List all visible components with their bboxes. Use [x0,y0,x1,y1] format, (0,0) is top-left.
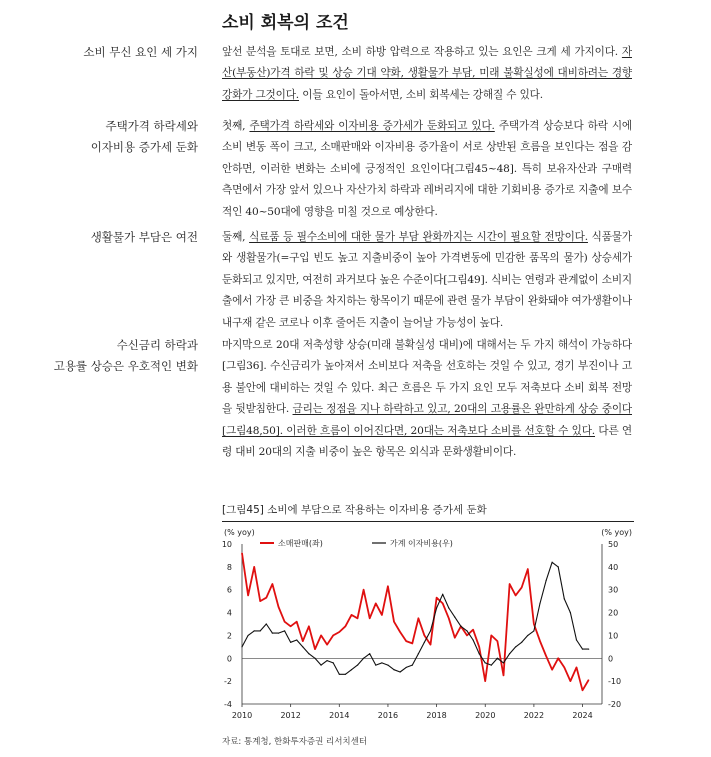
side-heading [8,42,198,63]
data-point [339,674,340,675]
right-axis-unit: (% yoy) [601,528,632,537]
data-point [430,630,431,631]
data-point [491,665,492,666]
data-point [472,629,473,630]
data-point [284,621,285,622]
data-point [539,603,540,604]
x-tick-label: 2024 [572,711,593,720]
left-tick-label: 4 [226,608,232,618]
data-point [442,594,443,595]
data-point [539,641,540,642]
data-point [406,641,407,642]
data-point [345,674,346,675]
paragraph-text: 다른 연령 대비 20대의 지출 비중이 높은 항목은 외식과 문화생활비이다. [222,424,632,459]
data-point [479,653,480,654]
data-point [290,626,291,627]
data-point [558,658,559,659]
side-heading-line: 고용률 상승은 우호적인 변화 [53,359,198,373]
data-point [272,633,273,634]
section-heading: 소비 회복의 조건 [222,13,349,33]
data-point [363,589,364,590]
data-point [503,662,504,663]
data-point [545,580,546,581]
data-point [381,614,382,615]
data-point [327,660,328,661]
x-tick-label: 2012 [280,711,301,720]
data-point [351,614,352,615]
body-paragraph [222,116,632,223]
data-point [351,669,352,670]
left-tick-label: 10 [222,540,232,549]
data-point [521,587,522,588]
data-point [302,641,303,642]
data-point [400,631,401,632]
right-tick-label: 10 [608,631,619,641]
data-point [308,653,309,654]
data-point [442,603,443,604]
x-tick-label: 2018 [426,711,447,720]
data-point [254,566,255,567]
data-point [418,653,419,654]
paragraph-text: 앞선 분석을 토대로 보면, 소비 하방 압력으로 작용하고 있는 요인은 크게 세 가지이다. [222,46,622,58]
figure-title: [그림45] 소비에 부담으로 작용하는 이자비용 증가세 둔화 [222,502,634,522]
data-point [247,635,248,636]
left-tick-label: 0 [226,654,232,664]
body-paragraph [222,227,632,334]
data-point [290,642,291,643]
data-point [552,562,553,563]
data-point [552,669,553,670]
data-point [308,626,309,627]
body-paragraph [222,42,632,106]
left-tick-label: 6 [226,585,232,595]
data-point [278,606,279,607]
data-point [345,626,346,627]
data-point [527,635,528,636]
left-tick-label: 8 [226,562,232,572]
data-point [241,646,242,647]
data-point [387,665,388,666]
right-tick-label: -20 [608,700,622,709]
x-tick-label: 2020 [475,711,496,720]
data-point [357,618,358,619]
data-point [582,649,583,650]
line-chart [222,522,634,732]
data-point [333,635,334,636]
data-point [266,623,267,624]
data-point [375,665,376,666]
data-point [400,671,401,672]
data-point [357,665,358,666]
paragraph-text: 마지막으로 20대 저축성향 상승(미래 불확실성 대비)에 대해서는 두 가지 해석이 가능하다[그림36]. 수신금리가 높아져서 소비보다 저축을 선호하는 것일 수 있고, 경기 부진이나 고용 불안에 대비하는 것일 수 있다. 최근 흐름은 두 가지 요인 모두 저축보다 소비 회복 전망을 뒷받침한다. [222,339,632,416]
data-point [448,618,449,619]
data-point [314,658,315,659]
data-point [266,597,267,598]
data-point [424,642,425,643]
data-point [564,598,565,599]
underlined-text: 주택가격 하락세와 이자비용 증가세가 둔화되고 있다. [249,120,495,132]
data-point [436,607,437,608]
data-point [296,639,297,640]
data-point [533,623,534,624]
data-point [320,665,321,666]
data-point [515,595,516,596]
data-point [570,612,571,613]
x-tick-label: 2014 [329,711,350,720]
data-point [533,630,534,631]
left-tick-label: -2 [224,677,232,687]
data-point [545,655,546,656]
data-point [406,667,407,668]
data-point [375,603,376,604]
data-point [491,635,492,636]
data-point [327,644,328,645]
data-point [272,583,273,584]
data-point [509,583,510,584]
data-point [497,658,498,659]
data-point [570,681,571,682]
data-point [241,553,242,554]
data-point [576,667,577,668]
data-point [503,675,504,676]
data-point [436,597,437,598]
data-point [466,635,467,636]
side-heading-line: 소비 무신 요인 세 가지 [83,45,198,59]
legend-label: 소매판매(좌) [278,539,323,548]
x-tick-label: 2022 [523,711,545,720]
data-point [588,649,589,650]
paragraph-text: 주택가격 상승보다 하락 시에 소비 변동 폭이 크고, 소매판매와 이자비용 증가율이 서로 상반된 흐름을 보인다는 점을 감안하면, 이러한 변화는 소비에 긍정적인 요인이다[그림45~48]. 특히 보유자산과 구매력 측면에서 가장 앞서 있으나 자산가치 하락과 레버리지에 대한 기회비용 증가로 지출에 보수적인 40~50대에 영향을 미칠 것으로 예상한다. [222,120,632,218]
data-point [381,662,382,663]
data-point [466,630,467,631]
data-point [588,679,589,680]
right-tick-label: 0 [608,654,614,664]
data-point [497,641,498,642]
data-point [260,601,261,602]
data-point [460,626,461,627]
paragraph-text: 식품물가와 생활물가(=구입 빈도 높고 지출비중이 높아 가격변동에 민감한 품목의 물가) 상승세가 둔화되고 있지만, 여전히 과거보다 높은 수준이다[그림49]. 식비는 연령과 관계없이 소비지출에서 가장 큰 비중을 차지하는 항목이기 때문에 관련 물가 부담이 완화돼야 여가생활이나 내구재 같은 코로나 이후 줄어든 지출이 늘어날 가능성이 높다. [222,231,632,329]
data-point [527,569,528,570]
data-point [333,662,334,663]
data-point [247,595,248,596]
data-point [509,653,510,654]
data-point [485,681,486,682]
side-heading-line: 수신금리 하락과 [116,338,198,352]
data-point [296,621,297,622]
paragraph-text: 첫째, [222,120,250,132]
paragraph-text: 이들 요인이 돌아서면, 소비 회복세는 강해질 수 있다. [299,88,543,101]
right-tick-label: 30 [608,585,619,595]
right-tick-label: 40 [608,562,619,572]
data-point [412,643,413,644]
data-point [284,630,285,631]
left-axis-unit: (% yoy) [224,528,255,537]
data-point [564,667,565,668]
side-heading-line: 생활물가 부담은 여전 [90,230,198,244]
data-point [472,639,473,640]
side-heading [8,335,198,377]
data-point [576,639,577,640]
side-heading [8,227,198,248]
legend-label: 가계 이자비용(우) [390,539,453,548]
right-tick-label: 20 [608,608,619,618]
data-point [479,646,480,647]
left-tick-label: 2 [226,631,232,641]
data-point [339,631,340,632]
data-point [430,644,431,645]
data-point [302,646,303,647]
data-point [418,618,419,619]
data-point [254,630,255,631]
data-point [393,669,394,670]
data-point [424,635,425,636]
data-point [454,617,455,618]
right-tick-label: -10 [608,677,622,687]
data-point [320,635,321,636]
data-point [454,637,455,638]
data-point [393,621,394,622]
data-point [314,649,315,650]
side-heading-line: 이자비용 증가세 둔화 [90,140,198,154]
body-paragraph [222,335,632,463]
data-point [582,690,583,691]
data-point [260,630,261,631]
x-tick-label: 2016 [377,711,399,720]
data-point [521,642,522,643]
data-point [448,607,449,608]
figure-source: 자료: 통계청, 한화투자증권 리서치센터 [222,737,368,747]
data-point [369,653,370,654]
data-point [278,633,279,634]
x-tick-label: 2010 [231,711,253,720]
data-point [515,646,516,647]
underlined-text: 자산(부동산)가격 하락 및 상승 기대 약화, 생활물가 부담, 미래 불확실성에 대비하려는 경향 강화가 그것이다. [222,46,632,101]
side-heading [8,116,198,158]
data-point [363,658,364,659]
paragraph-text: 둘째, [222,231,250,243]
data-point [387,586,388,587]
right-tick-label: 50 [608,540,619,549]
data-point [369,618,370,619]
data-point [412,665,413,666]
left-tick-label: -4 [224,700,232,709]
data-point [485,662,486,663]
underlined-text: 금리는 정점을 지나 하락하고 있고, 20대의 고용률은 완만하게 상승 중이다[그림48,50]. 이러한 흐름이 이어진다면, 20대는 저축보다 소비를 선호할 수 있다. [222,403,632,437]
underlined-text: 식료품 등 필수소비에 대한 물가 부담 완화까지는 시간이 필요할 전망이다. [249,231,588,243]
data-point [558,566,559,567]
side-heading-line: 주택가격 하락세와 [105,119,198,133]
